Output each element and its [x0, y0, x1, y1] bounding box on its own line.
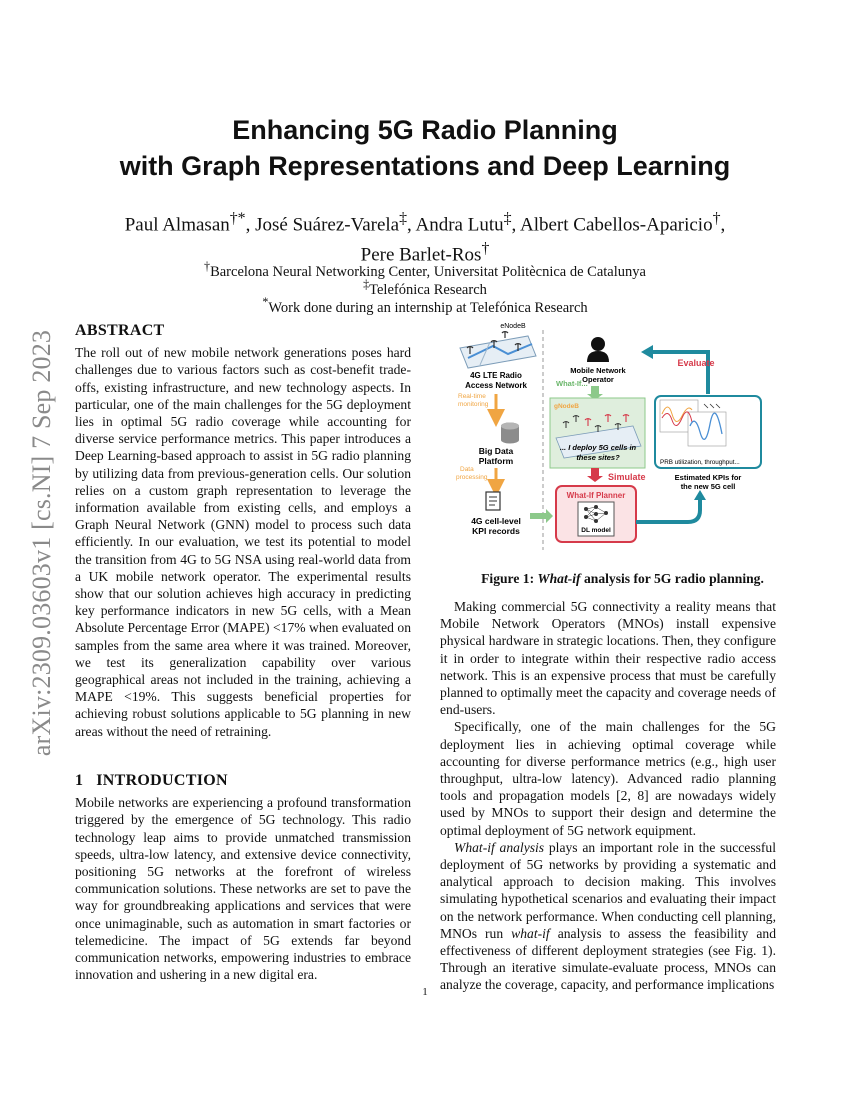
enodeb-label: eNodeB — [500, 323, 526, 330]
introduction-text: Mobile networks are experiencing a profound transformation triggered by the emergence of 5G technology. This radio technology leap aims to provide unmatched transmission speeds, ultra-low latency, and extensive device connectivity, positioning 5G networks at the forefront of wireless communication solutions. These networks are set to pave the way for groundbreaking applications and services that were once unimaginable, such as automation in smart factories or telemedicine. The impact of 5G extends far beyond communication networks, empowering industries to embrace innovation and ushering in a new digital era. — [75, 795, 411, 983]
right-column-text — [440, 598, 776, 994]
paragraph: Specifically, one of the main challenges for the 5G deployment lies in achieving optimal coverage while accounting for diverse performance metrics (e.g., high user throughput, ultra-low latency). Advanced radio planning tools and propagation models [2, 8] are nowadays widely used by MNOs to support their design and determine the optimal deployment of 5G network equipment. — [440, 719, 776, 838]
svg-text:Access Network: Access Network — [465, 381, 527, 390]
title-line-1: Enhancing 5G Radio Planning — [232, 115, 618, 145]
simulate-label: Simulate — [608, 472, 646, 482]
svg-text:Real-time: Real-time — [458, 393, 486, 400]
abstract-heading: ABSTRACT — [75, 322, 165, 339]
svg-text:What-If Planner: What-If Planner — [566, 491, 626, 500]
svg-text:KPI records: KPI records — [472, 526, 520, 536]
evaluate-label: Evaluate — [677, 358, 715, 368]
svg-text:Operator: Operator — [582, 375, 614, 384]
svg-text:the new 5G cell: the new 5G cell — [680, 482, 736, 491]
svg-text:Data: Data — [460, 466, 474, 473]
svg-text:these sites?: these sites? — [576, 453, 620, 462]
arxiv-stamp: arXiv:2309.03603v1 [cs.NI] 7 Sep 2023 — [27, 329, 56, 757]
paper-title — [75, 112, 775, 184]
author-list: Paul Almasan†*, José Suárez-Varela‡, Andra Lutu‡, Albert Cabellos-Aparicio†, Pere Barlet-Ros† — [124, 210, 726, 266]
svg-text:PRB utilization, throughput...: PRB utilization, throughput... — [660, 459, 740, 466]
page-number: 1 — [422, 986, 428, 998]
abstract-section — [75, 322, 411, 740]
svg-text:DL model: DL model — [581, 527, 611, 534]
affiliation-note: *Work done during an internship at Telefónica Research — [262, 295, 588, 316]
abstract-text: The roll out of new mobile network generations poses hard challenges due to various factors such as cost-benefit trade-offs, existing infrastructure, and new technology aspects. In particular, one of the main challenges for the 5G deployment lies in optimal 5G radio coverage while accounting for diverse service performance metrics. This paper introduces a Deep Learning-based approach to assist in 5G radio planning by utilizing data from previous-generation cells. Our solution relies on a custom graph representation to leverage the information available from existing cells, and employs a Graph Neural Network (GNN) model to process such data efficiently. In our evaluation, we test its potential to model the transition from 4G to 5G NSA using real-world data from a UK mobile network operator. The experimental results show that our solution achieves high accuracy in predicting key performance indicators in new 5G cells, with a Mean Absolute Percentage Error (MAPE) <17% when evaluated on samples from the same area where it was trained. Moreover, we test its generalization capability over various geographical areas not included in the training, achieving a MAPE <19%. This suggests beneficial properties for achieving robust solutions applicable to 5G planning in new areas without the need of retraining. — [75, 345, 411, 739]
title-line-2: with Graph Representations and Deep Learning — [119, 151, 731, 181]
svg-text:Platform: Platform — [478, 456, 514, 466]
author: Albert Cabellos-Aparicio — [519, 214, 713, 236]
svg-text:Big Data: Big Data — [478, 446, 514, 456]
svg-text:Estimated KPIs for: Estimated KPIs for — [674, 473, 742, 482]
svg-text:processing: processing — [456, 474, 488, 481]
svg-text:4G cell-level: 4G cell-level — [471, 516, 521, 526]
affiliation: †Barcelona Neural Networking Center, Universitat Politècnica de Catalunya — [204, 259, 646, 280]
affiliation: ‡Telefónica Research — [363, 277, 487, 298]
svg-text:4G LTE Radio: 4G LTE Radio — [470, 371, 522, 380]
user-icon — [587, 337, 609, 362]
svg-text:Mobile Network: Mobile Network — [570, 366, 626, 375]
svg-text:monitoring: monitoring — [458, 401, 489, 408]
document-icon — [486, 492, 500, 510]
author: Pere Barlet-Ros — [360, 244, 482, 266]
author: José Suárez-Varela — [255, 214, 400, 236]
paragraph: What-if analysis plays an important role in the successful deployment of 5G networks by providing a systematic and analytical approach to decision making. This involves simulating hypothetical scenarios and evaluating their impact on the network performance. When conducting cell planning, MNOs run what-if analysis to assess the feasibility and effectiveness of different deployment strategies (see Fig. 1). Through an iterative simulate-evaluate process, MNOs can analyze the coverage, capacity, and performance implications — [440, 839, 777, 993]
introduction-section — [75, 772, 411, 983]
svg-text:... I deploy 5G cells in: ... I deploy 5G cells in — [559, 443, 637, 452]
figure-what-if — [448, 318, 793, 558]
author: Andra Lutu — [415, 214, 504, 236]
database-icon — [501, 423, 519, 444]
introduction-heading: 1 INTRODUCTION — [75, 772, 228, 789]
svg-text:What-If...: What-If... — [556, 379, 588, 388]
svg-text:gNodeB: gNodeB — [554, 403, 579, 410]
author: Paul Almasan — [124, 214, 230, 236]
paragraph: Making commercial 5G connectivity a reality means that Mobile Network Operators (MNOs) install expensive physical hardware in strategic locations. Then, they configure it in order to integrate within their respective radio access network. This is an expensive process that must be carefully planned to optimally meet the capacity and coverage needs of end-users. — [440, 599, 776, 718]
ran-map — [460, 336, 536, 368]
figure-caption: Figure 1: What-if analysis for 5G radio planning. — [481, 571, 764, 586]
